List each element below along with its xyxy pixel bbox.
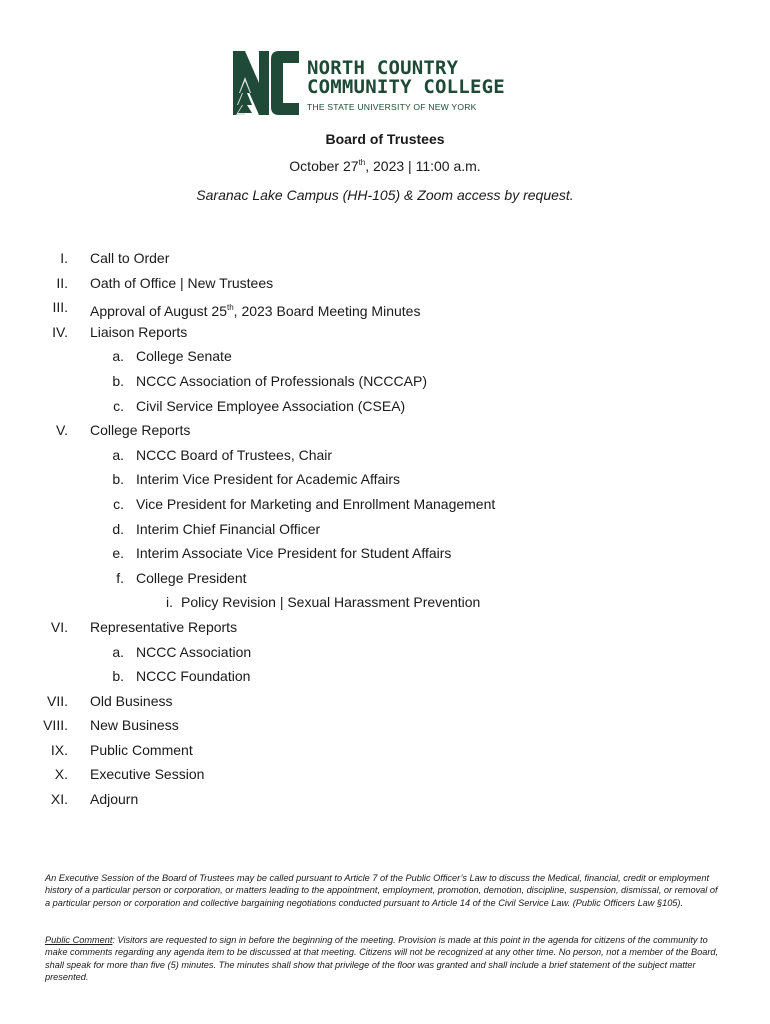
agenda-list: [0, 248, 770, 814]
logo-title-line1: NORTH COUNTRY: [307, 57, 459, 79]
agenda-subitem: f. College President: [116, 569, 247, 586]
public-comment-label: Public Comment: [45, 935, 113, 945]
agenda-item: VI. Representative Reports: [50, 618, 238, 635]
executive-session-note: An Executive Session of the Board of Trustees may be called pursuant to Article 7 of the Public Officer’s Law to discuss the Medical, financial, credit or employment history of a particular person or corporation, or matters leading to the appointment, employment, promotion, demotion, discipline, suspension, dismissal, or removal of a particular person or corporation and collective bargaining negotiations conducted pursuant to Article 14 of the Civil Service Law. (Public Officers Law §105).: [45, 873, 718, 908]
nc-tree-logo-icon: [233, 49, 303, 119]
public-comment-note: Public Comment: Visitors are requested to sign in before the beginning of the meeting. Provision is made at this point in the agenda for citizens of the community to make comments regarding any agenda item to be discussed at that meeting. Citizens will not be recognized at any other time. No person, not a member of the Board, shall speak for more than five (5) minutes. The minutes shall show that privilege of the floor was granted and shall include a brief statement of the subject matter presented.: [45, 935, 719, 983]
agenda-subitem: b. NCCC Association of Professionals (NCCCAP): [112, 372, 427, 389]
logo-title-line2: COMMUNITY COLLEGE: [307, 76, 505, 98]
agenda-item: VIII. New Business: [43, 717, 179, 734]
agenda-subitem: b. Interim Vice President for Academic Affairs: [112, 471, 401, 488]
document-title: Board of Trustees: [325, 131, 445, 147]
agenda-item: IV. Liaison Reports: [52, 323, 188, 340]
agenda-item: III. Approval of August 25th, 2023 Board Meeting Minutes: [52, 299, 421, 320]
meeting-date: October 27th, 2023 | 11:00 a.m.: [289, 158, 481, 174]
agenda-subitem: a. College Senate: [112, 348, 232, 365]
agenda-subitem: c. Civil Service Employee Association (CSEA): [113, 397, 406, 414]
agenda-item: V. College Reports: [56, 422, 191, 439]
agenda-subitem: b. NCCC Foundation: [112, 668, 251, 685]
agenda-subitem: e. Interim Associate Vice President for Student Affairs: [112, 545, 452, 562]
agenda-item: IX. Public Comment: [50, 741, 193, 758]
agenda-item: VII. Old Business: [46, 692, 173, 709]
agenda-subitem: d. Interim Chief Financial Officer: [112, 520, 321, 537]
agenda-item: II. Oath of Office | New Trustees: [56, 274, 274, 291]
agenda-subitem: c. Vice President for Marketing and Enrollment Management: [113, 495, 496, 512]
agenda-item: X. Executive Session: [54, 766, 205, 783]
agenda-subsubitem: i. Policy Revision | Sexual Harassment Prevention: [166, 594, 481, 611]
logo-subtitle: THE STATE UNIVERSITY OF NEW YORK: [307, 102, 477, 112]
agenda-subitem: a. NCCC Association: [112, 643, 252, 660]
meeting-location: Saranac Lake Campus (HH-105) & Zoom access by request.: [196, 187, 574, 203]
agenda-subitem: a. NCCC Board of Trustees, Chair: [112, 446, 333, 463]
agenda-item: XI. Adjourn: [50, 791, 139, 808]
agenda-item: I. Call to Order: [60, 250, 170, 266]
college-logo: [233, 49, 553, 119]
